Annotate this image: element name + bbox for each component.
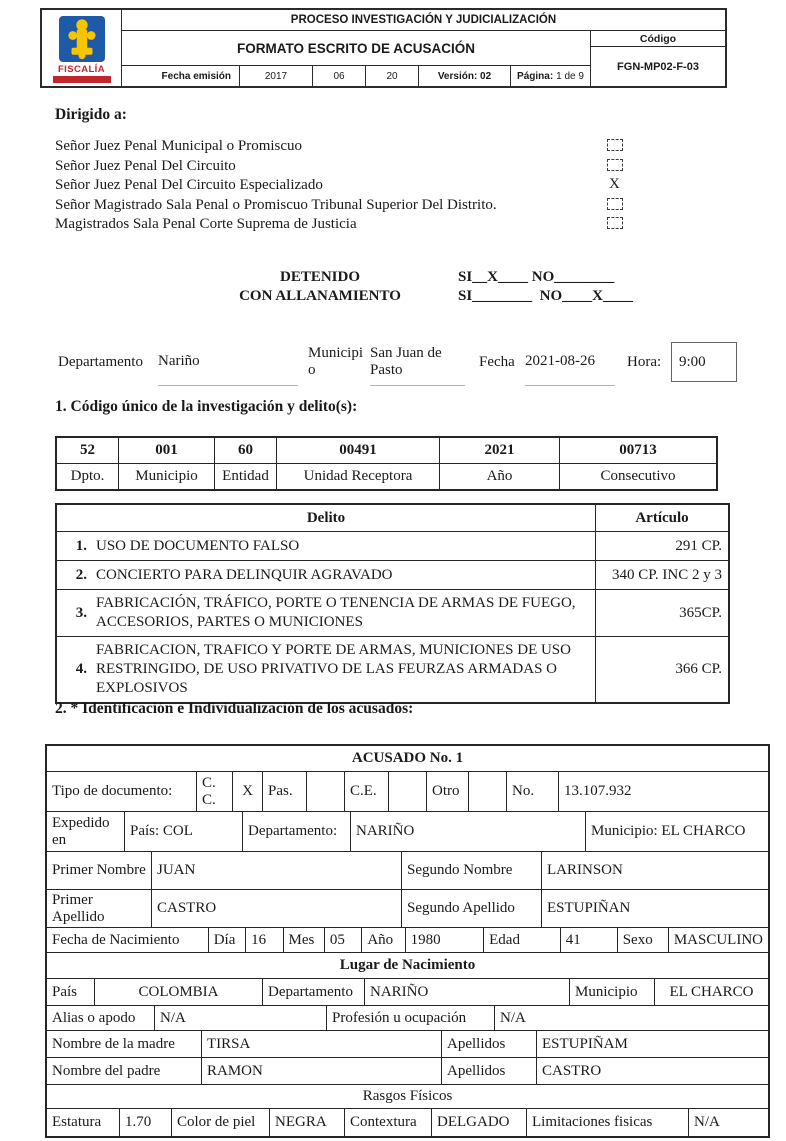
fecha-field: 2021-08-26 <box>525 338 615 386</box>
delito-row <box>57 532 728 561</box>
fecha-nacimiento-row <box>47 928 768 953</box>
delito-number: 3. <box>75 604 87 621</box>
section2-title: 2. * Identificación e Individualización de los acusados: <box>55 700 414 717</box>
cui-label-cell: Año <box>440 464 560 489</box>
code-value: FGN-MP02-F-03 <box>617 60 699 73</box>
cui-labels-row <box>57 464 716 489</box>
lugar-municipio-value: EL CHARCO <box>669 983 754 1000</box>
checkbox-juez-circuito <box>607 159 623 171</box>
departamento-expedicion-label: Departamento: <box>243 812 351 851</box>
dirigido-option <box>55 176 655 196</box>
form-header-table <box>40 8 727 88</box>
delitos-table <box>55 503 730 704</box>
dia-label: Día <box>209 928 246 952</box>
dirigido-option-label: Señor Juez Penal Municipal o Promiscuo <box>55 138 303 155</box>
departamento-label: Departamento <box>58 353 143 370</box>
pais-label: País <box>47 979 95 1005</box>
madre-row <box>47 1031 768 1058</box>
otro-label: Otro <box>427 772 469 811</box>
articulo-col-header: Artículo <box>595 505 728 531</box>
edad-value: 41 <box>561 928 618 952</box>
allanamiento-value: SI________ NO____X____ <box>458 288 634 304</box>
hora-field: 9:00 <box>671 342 737 382</box>
fecha-label: Fecha <box>479 353 515 370</box>
cui-value-cell: 001 <box>119 438 215 463</box>
lugar-nacimiento-header-row <box>47 953 768 979</box>
page-value: 1 de 9 <box>556 70 584 82</box>
primer-apellido-label: Primer Apellido <box>47 890 152 927</box>
cui-label-cell: Dpto. <box>57 464 119 489</box>
dirigido-option <box>55 196 655 216</box>
allanamiento-label: CON ALLANAMIENTO <box>239 288 401 304</box>
dirigido-option <box>55 157 655 177</box>
articulo-value: 291 CP. <box>595 532 728 560</box>
mes-label: Mes <box>284 928 325 952</box>
lugar-departamento-label: Departamento <box>263 979 365 1005</box>
articulo-value: 340 CP. INC 2 y 3 <box>595 561 728 589</box>
color-piel-label: Color de piel <box>172 1109 270 1136</box>
cui-label-cell: Entidad <box>215 464 277 489</box>
profesion-value: N/A <box>500 1009 526 1026</box>
lugar-nacimiento-row <box>47 979 768 1006</box>
limitaciones-label: Limitaciones fisicas <box>527 1109 689 1136</box>
acusado-header-row <box>47 746 768 772</box>
location-row <box>58 338 737 386</box>
madre-nombre-value: TIRSA <box>202 1031 442 1057</box>
segundo-apellido-value: ESTUPIÑAN <box>547 900 631 916</box>
edad-label: Edad <box>484 928 561 952</box>
limitaciones-value: N/A <box>694 1114 720 1130</box>
delito-row <box>57 590 728 637</box>
delito-row <box>57 561 728 590</box>
tipo-documento-row <box>47 772 768 812</box>
delitos-header-row <box>57 505 728 532</box>
padre-apellidos-label: Apellidos <box>442 1058 537 1084</box>
cui-label-cell: Unidad Receptora <box>277 464 440 489</box>
detenido-label: DETENIDO <box>279 269 361 285</box>
rasgos-row <box>47 1109 768 1136</box>
rasgos-header-row <box>47 1085 768 1109</box>
profesion-label: Profesión u ocupación <box>327 1006 495 1030</box>
delito-row <box>57 637 728 702</box>
primer-nombre-label: Primer Nombre <box>47 852 152 889</box>
page-indicator <box>511 66 590 86</box>
dirigido-option-label: Magistrados Sala Penal Corte Suprema de Justicia <box>55 216 357 233</box>
lugar-departamento-value: NARIÑO <box>365 979 570 1005</box>
checkbox-magistrados-corte <box>607 217 623 229</box>
municipio-label: Municipio <box>308 345 363 378</box>
fiscalia-logo <box>42 10 122 86</box>
code-label: Código <box>591 31 725 47</box>
alias-label: Alias o apodo <box>47 1006 155 1030</box>
puzzle-person-icon <box>63 18 101 60</box>
articulo-value: 366 CP. <box>595 637 728 702</box>
dirigido-title: Dirigido a: <box>55 106 127 123</box>
municipio-expedicion: Municipio: EL CHARCO <box>591 823 746 839</box>
expedido-row <box>47 812 768 852</box>
cui-value-cell: 60 <box>215 438 277 463</box>
delito-col-header: Delito <box>306 509 346 526</box>
mes-value: 05 <box>325 928 362 952</box>
expedido-label: Expedido en <box>47 812 125 851</box>
detencion-section <box>230 268 633 306</box>
anio-label: Año <box>362 928 405 952</box>
cui-label-cell: Consecutivo <box>600 468 676 484</box>
process-title: PROCESO INVESTIGACIÓN Y JUDICIALIZACIÓN <box>122 10 725 31</box>
otro-mark <box>469 772 507 811</box>
estatura-value: 1.70 <box>120 1109 172 1136</box>
delito-text: FABRICACION, TRAFICO Y PORTE DE ARMAS, MUNICIONES DE USO RESTRINGIDO, DE USO PRIVATIVO DE LAS FEURZAS ARMADAS O EXPLOSIVOS <box>96 642 575 696</box>
primer-nombre-row <box>47 852 768 890</box>
emission-day: 20 <box>366 66 419 86</box>
delito-text: USO DE DOCUMENTO FALSO <box>96 537 300 554</box>
delito-text: CONCIERTO PARA DELINQUIR AGRAVADO <box>96 566 393 583</box>
contextura-value: DELGADO <box>432 1109 527 1136</box>
dirigido-option-label: Señor Magistrado Sala Penal o Promiscuo Tribunal Superior Del Distrito. <box>55 196 497 213</box>
padre-apellidos-value: CASTRO <box>542 1062 602 1079</box>
lugar-municipio-label: Municipio <box>570 979 655 1005</box>
ce-mark <box>389 772 427 811</box>
madre-label: Nombre de la madre <box>47 1031 202 1057</box>
pasaporte-mark <box>307 772 345 811</box>
cui-table <box>55 436 718 491</box>
cui-values-row <box>57 438 716 464</box>
delito-number: 4. <box>75 661 87 677</box>
madre-apellidos-value: ESTUPIÑAM <box>542 1035 628 1052</box>
detenido-value: SI__X____ NO________ <box>458 269 615 285</box>
cui-value-cell: 52 <box>57 438 119 463</box>
emission-label: Fecha emisión <box>122 66 240 86</box>
color-piel-value: NEGRA <box>270 1109 345 1136</box>
checkbox-magistrado-tribunal <box>607 198 623 210</box>
emission-year: 2017 <box>240 66 313 86</box>
acusado-table <box>45 744 770 1138</box>
segundo-apellido-label: Segundo Apellido <box>402 890 542 927</box>
ce-label: C.E. <box>345 772 389 811</box>
emission-month: 06 <box>313 66 366 86</box>
articulo-value: 365CP. <box>595 590 728 636</box>
dirigido-option-label: Señor Juez Penal Del Circuito Especializado <box>55 177 323 194</box>
dirigido-option <box>55 137 655 157</box>
delito-number: 1. <box>75 537 87 554</box>
cui-label-cell: Municipio <box>119 464 215 489</box>
dirigido-option-label: Señor Juez Penal Del Circuito <box>55 157 236 174</box>
municipio-field: San Juan de Pasto <box>370 338 465 386</box>
pais-expedicion: País: COL <box>125 812 243 851</box>
estatura-label: Estatura <box>47 1109 120 1136</box>
fecha-nacimiento-label: Fecha de Nacimiento <box>47 928 209 952</box>
sexo-label: Sexo <box>618 928 669 952</box>
segundo-nombre-label: Segundo Nombre <box>402 852 542 889</box>
dia-value: 16 <box>246 928 283 952</box>
numero-documento-label: No. <box>507 772 559 811</box>
delito-text: FABRICACIÓN, TRÁFICO, PORTE O TENENCIA DE ARMAS DE FUEGO, ACCESORIOS, PARTES O MUNICIONES <box>96 595 594 630</box>
pasaporte-label: Pas. <box>263 772 307 811</box>
segundo-nombre-value: LARINSON <box>547 862 623 878</box>
primer-apellido-row <box>47 890 768 928</box>
acusado-header: ACUSADO No. 1 <box>351 750 464 766</box>
version-label: Versión: 02 <box>419 66 511 86</box>
fiscalia-logo-bar <box>53 76 111 83</box>
checkbox-mark-juez-especializado: X <box>609 176 620 192</box>
rasgos-header: Rasgos Físicos <box>362 1088 453 1104</box>
dirigido-section <box>55 106 655 235</box>
cc-label: C.C. <box>197 772 233 811</box>
form-title: FORMATO ESCRITO DE ACUSACIÓN <box>122 31 590 66</box>
numero-documento-value: 13.107.932 <box>564 783 632 799</box>
cui-value-cell: 2021 <box>440 438 560 463</box>
primer-apellido-value: CASTRO <box>152 890 402 927</box>
padre-label: Nombre del padre <box>47 1058 202 1084</box>
anio-value: 1980 <box>406 928 485 952</box>
cui-value-cell: 00491 <box>277 438 440 463</box>
cui-value-cell: 00713 <box>619 442 657 458</box>
dirigido-option <box>55 215 655 235</box>
delito-number: 2. <box>75 566 87 583</box>
checkbox-juez-municipal <box>607 139 623 151</box>
departamento-expedicion-value: NARIÑO <box>351 812 586 851</box>
hora-label: Hora: <box>627 353 662 370</box>
fiscalia-logo-icon <box>59 16 105 62</box>
fiscalia-logo-text: FISCALÍA <box>57 63 105 75</box>
departamento-field: Nariño <box>158 338 298 386</box>
madre-apellidos-label: Apellidos <box>442 1031 537 1057</box>
alias-value: N/A <box>155 1006 327 1030</box>
cc-mark: X <box>233 772 263 811</box>
lugar-nacimiento-header: Lugar de Nacimiento <box>339 957 476 973</box>
tipo-documento-label: Tipo de documento: <box>47 772 197 811</box>
section1-title: 1. Código único de la investigación y delito(s): <box>55 398 358 415</box>
alias-row <box>47 1006 768 1031</box>
sexo-value: MASCULINO <box>673 931 764 948</box>
padre-row <box>47 1058 768 1085</box>
page-label: Página: <box>517 70 554 82</box>
contextura-label: Contextura <box>345 1109 432 1136</box>
padre-nombre-value: RAMON <box>202 1058 442 1084</box>
emission-row <box>122 66 590 86</box>
pais-value: COLOMBIA <box>95 979 263 1005</box>
primer-nombre-value: JUAN <box>152 852 402 889</box>
